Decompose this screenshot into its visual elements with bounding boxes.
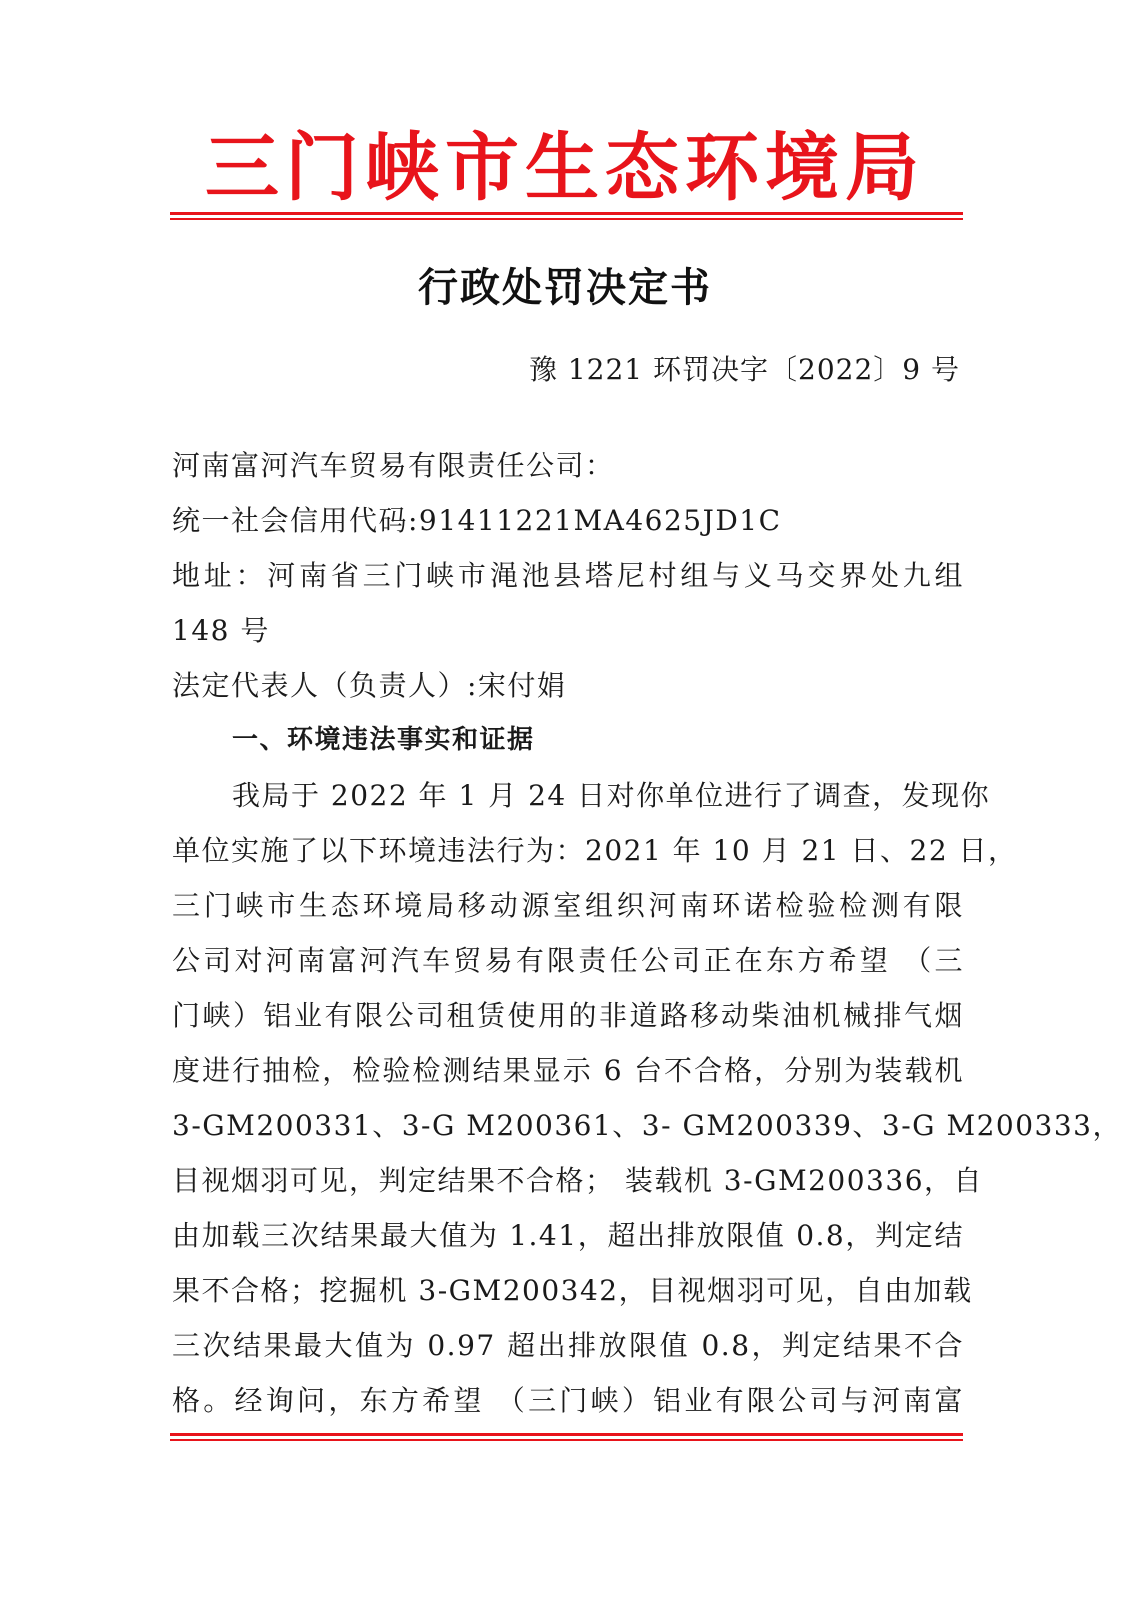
header-red-rule-top [170, 212, 963, 215]
document-body [172, 438, 1122, 1428]
paragraph-line: 单位实施了以下环境违法行为：2021 年 10 月 21 日、22 日， [172, 834, 1018, 867]
paragraph-line: 3-GM200331、3-G M200361、3- GM200339、3-G M200333， [172, 1109, 1122, 1142]
paragraph-line: 由加载三次结果最大值为 1.41，超出排放限值 0.8，判定结 [172, 1219, 964, 1252]
party-name: 河南富河汽车贸易有限责任公司： [172, 449, 615, 482]
document-number: 豫 1221 环罚决字〔2022〕9 号 [528, 353, 960, 386]
legal-representative: 法定代表人（负责人）:宋付娟 [172, 669, 567, 702]
paragraph-line: 三门峡市生态环境局移动源室组织河南环诺检验检测有限 [172, 889, 964, 922]
address-line: 地址：河南省三门峡市渑池县塔尼村组与义马交界处九组 [172, 559, 964, 592]
credit-code: 统一社会信用代码:91411221MA4625JD1C [172, 504, 782, 537]
paragraph-line: 格。经询问，东方希望 （三门峡）铝业有限公司与河南富 [172, 1384, 964, 1417]
agency-header-title: 三门峡市生态环境局 [205, 125, 925, 211]
paragraph-line: 门峡）铝业有限公司租赁使用的非道路移动柴油机械排气烟 [172, 999, 964, 1032]
paragraph-line: 目视烟羽可见，判定结果不合格； 装载机 3-GM200336，自 [172, 1164, 984, 1197]
paragraph-line: 公司对河南富河汽车贸易有限责任公司正在东方希望 （三 [172, 944, 964, 977]
header-red-rule-bottom [170, 218, 963, 220]
section-heading: 一、环境违法事实和证据 [232, 725, 535, 755]
document-title: 行政处罚决定书 [418, 265, 712, 311]
footer-red-rule-bottom [170, 1439, 963, 1441]
paragraph-line: 度进行抽检，检验检测结果显示 6 台不合格，分别为装载机 [172, 1054, 964, 1087]
address-line-continued: 148 号 [172, 614, 270, 647]
paragraph-line: 三次结果最大值为 0.97 超出排放限值 0.8，判定结果不合 [172, 1329, 964, 1362]
footer-red-rule-top [170, 1433, 963, 1436]
paragraph-line: 我局于 2022 年 1 月 24 日对你单位进行了调查，发现你 [232, 779, 991, 812]
paragraph-line: 果不合格；挖掘机 3-GM200342，目视烟羽可见，自由加载 [172, 1274, 973, 1307]
